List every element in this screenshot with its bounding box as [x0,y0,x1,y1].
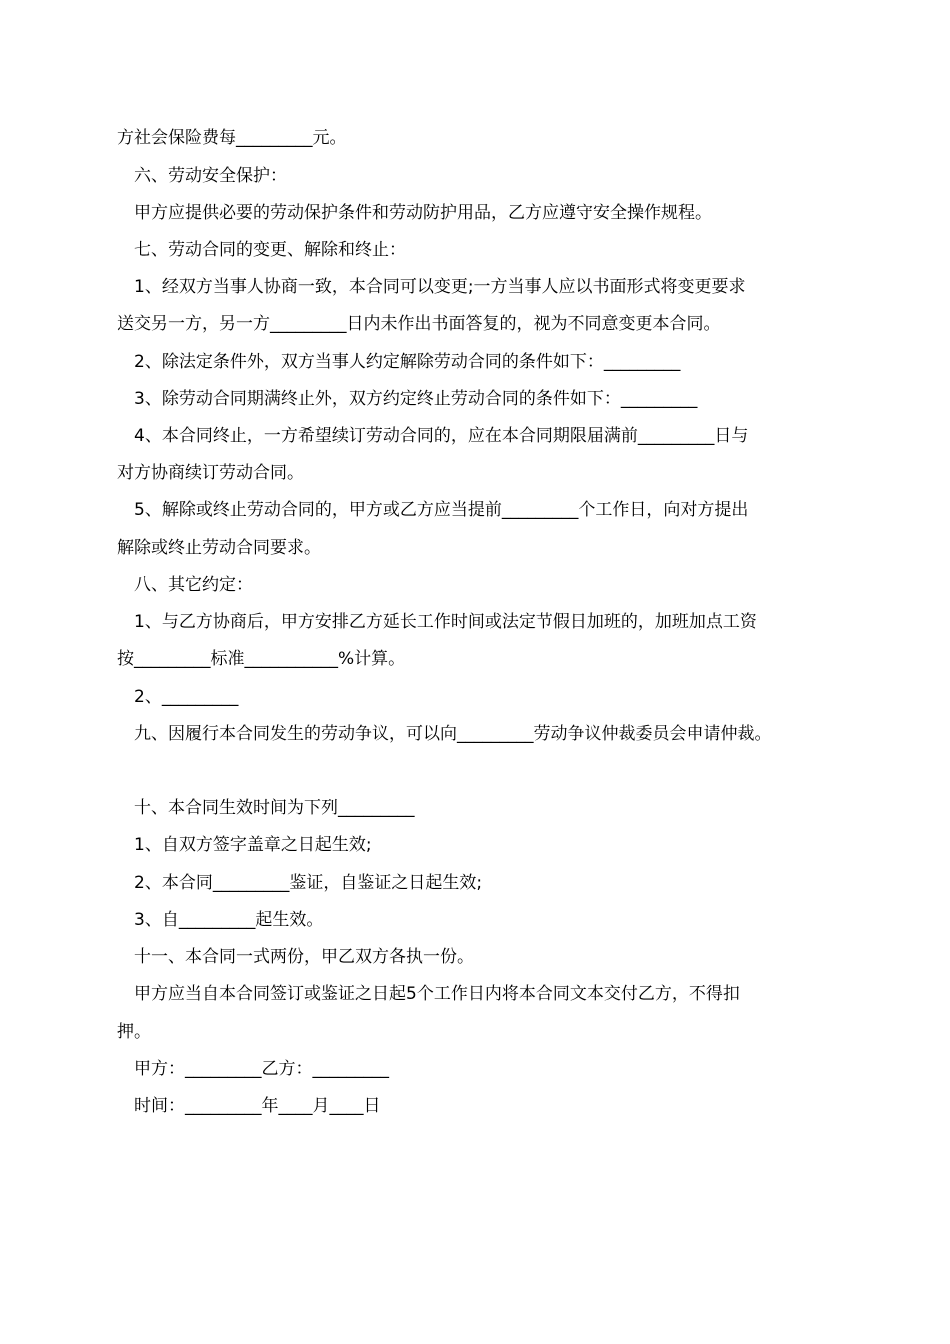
clause-7-1-line-1: 1、经双方当事人协商一致，本合同可以变更;一方当事人应以书面形式将变更要求 [134,277,746,297]
clause-10-1: 1、自双方签字盖章之日起生效; [134,835,372,855]
clause-7-5-line-2: 解除或终止劳动合同要求。 [117,538,321,558]
clause-9-dispute: 九、因履行本合同发生的劳动争议，可以向_________劳动争议仲裁委员会申请仲裁。 [134,724,772,744]
clause-11-delivery-line-1: 甲方应当自本合同签订或鉴证之日起5个工作日内将本合同文本交付乙方，不得扣 [134,984,740,1004]
clause-7-1-line-2: 送交另一方，另一方_________日内未作出书面答复的，视为不同意变更本合同。 [117,314,721,334]
clause-10-2: 2、本合同_________鉴证，自鉴证之日起生效; [134,873,483,893]
clause-6-contd-insurance-fee: 方社会保险费每_________元。 [117,128,347,148]
heading-7-contract-change: 七、劳动合同的变更、解除和终止： [134,240,406,260]
clause-7-2: 2、除法定条件外，双方当事人约定解除劳动合同的条件如下：_________ [134,352,681,372]
clause-7-4-line-1: 4、本合同终止，一方希望续订劳动合同的，应在本合同期限届满前_________日与 [134,426,749,446]
heading-8-other-terms: 八、其它约定： [134,575,253,595]
clause-8-2: 2、_________ [134,687,239,707]
clause-10-3: 3、自_________起生效。 [134,910,324,930]
clause-8-1-line-2: 按_________标准___________%计算。 [117,649,406,669]
heading-6-labor-safety: 六、劳动安全保护： [134,166,287,186]
clause-7-4-line-2: 对方协商续订劳动合同。 [117,463,304,483]
signature-date: 时间：_________年____月____日 [134,1096,381,1116]
clause-7-3: 3、除劳动合同期满终止外，双方约定终止劳动合同的条件如下：_________ [134,389,698,409]
signature-parties: 甲方：_________乙方：_________ [134,1059,389,1079]
clause-8-1-line-1: 1、与乙方协商后，甲方安排乙方延长工作时间或法定节假日加班的，加班加点工资 [134,612,757,632]
clause-6-safety-text: 甲方应提供必要的劳动保护条件和劳动防护用品，乙方应遵守安全操作规程。 [134,203,712,223]
clause-11-copies: 十一、本合同一式两份，甲乙双方各执一份。 [134,947,474,967]
clause-11-delivery-line-2: 押。 [117,1022,151,1042]
heading-10-effective-time: 十、本合同生效时间为下列_________ [134,798,415,818]
clause-7-5-line-1: 5、解除或终止劳动合同的，甲方或乙方应当提前_________个工作日，向对方提出 [134,500,749,520]
